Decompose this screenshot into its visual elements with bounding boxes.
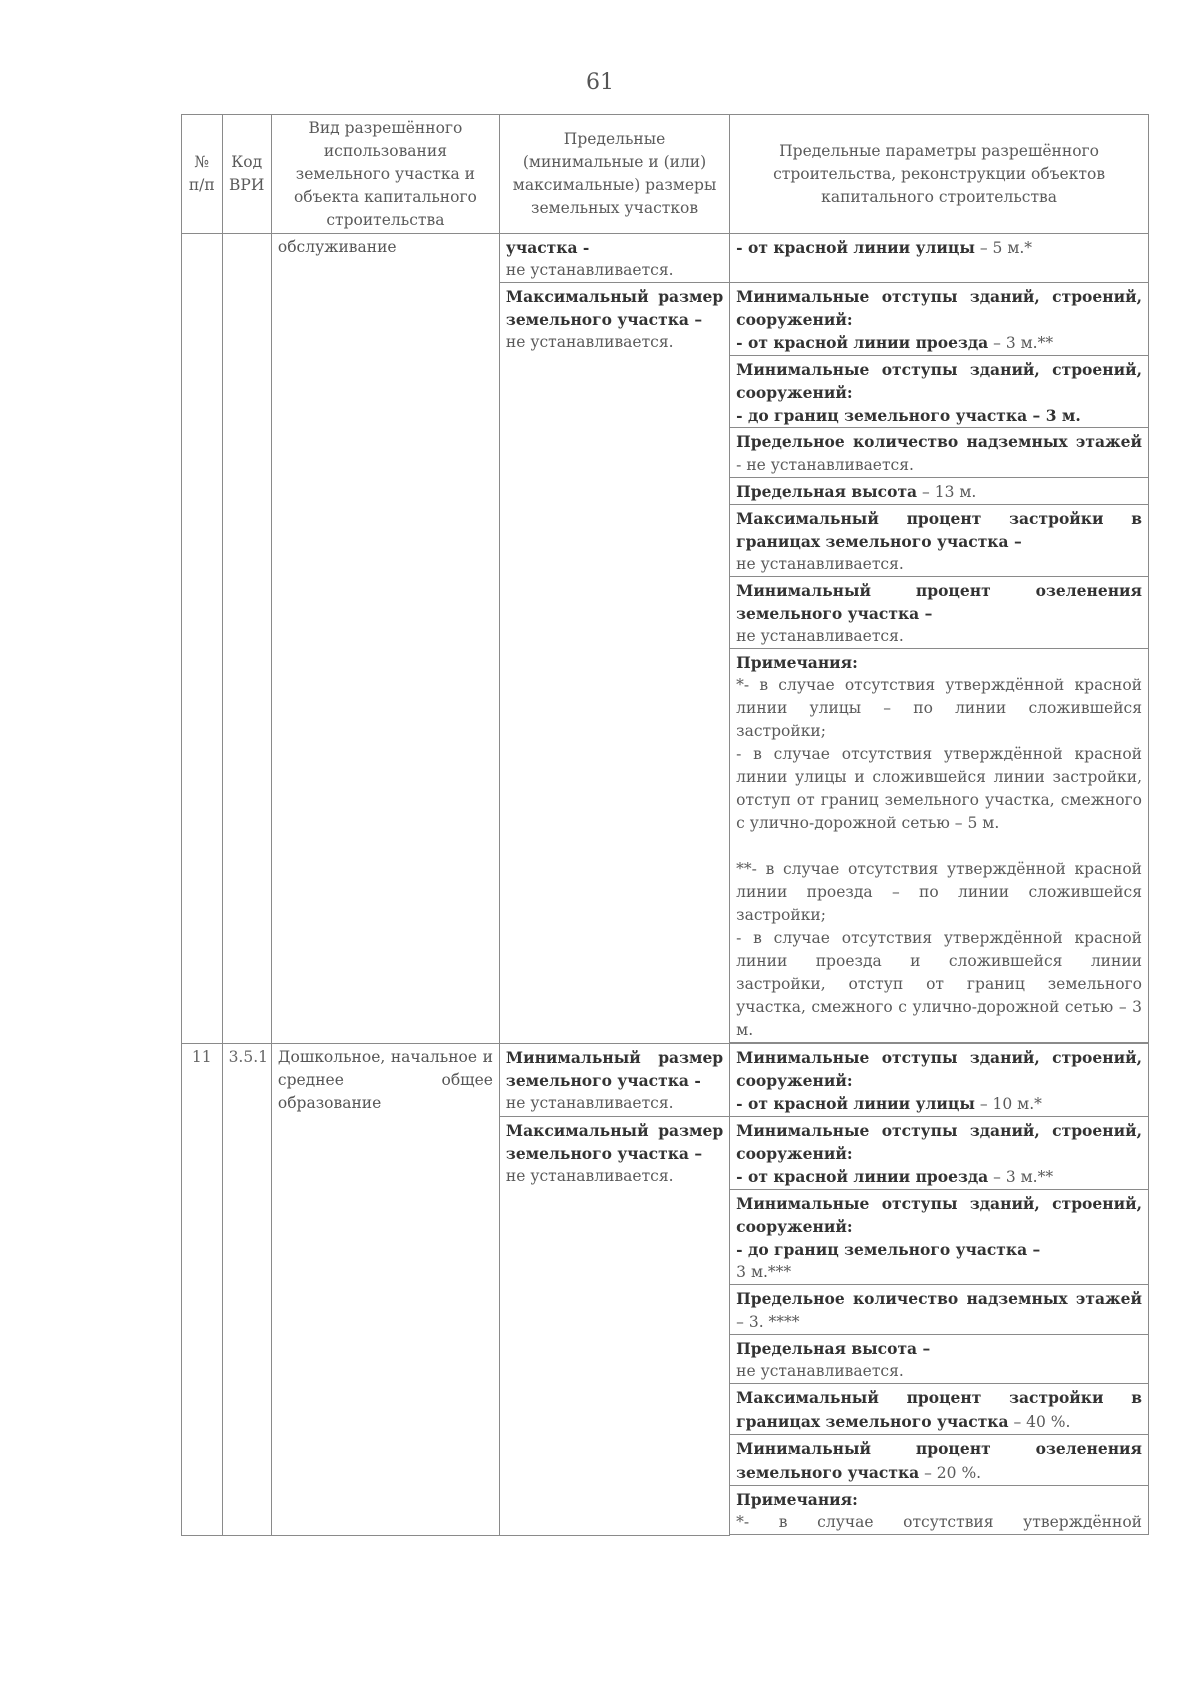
- table-row: [182, 1044, 1149, 1117]
- header-size: Предельные (минимальные и (или) максимальные) размеры земельных участков: [499, 115, 729, 234]
- param-value: – 13 м.: [917, 483, 977, 501]
- cell-num: 11: [182, 1044, 223, 1536]
- param-value: – 5 м.*: [974, 239, 1033, 257]
- cell-use: обслуживание: [271, 234, 499, 1044]
- param-label: Минимальные отступы зданий, строений, сооружений:: [736, 287, 1142, 329]
- page-number: 61: [586, 70, 614, 95]
- cell-notes: [730, 1486, 1149, 1535]
- param-label: Минимальные отступы зданий, строений, сооружений:: [736, 1121, 1142, 1163]
- param-label: Минимальный процент озеленения земельного участка: [736, 1439, 1142, 1482]
- notes-title: Примечания:: [736, 1490, 858, 1509]
- param-value: – 20 %.: [919, 1464, 982, 1482]
- header-params: Предельные параметры разрешённого строительства, реконструкции объектов капитального строительства: [730, 115, 1149, 234]
- header-use: Вид разрешённого использования земельного участка и объекта капитального строительства: [271, 115, 499, 234]
- header-num: № п/п: [182, 115, 223, 234]
- param-value: не устанавливается.: [736, 1362, 904, 1380]
- param-line: - от красной линии проезда: [736, 333, 989, 352]
- param-value: – 3. ****: [736, 1313, 800, 1331]
- table-row: [182, 234, 1149, 283]
- param-label: Минимальные отступы зданий, строений, сооружений:: [736, 1194, 1142, 1236]
- cell-param: [730, 505, 1149, 577]
- cell-param: [730, 1117, 1149, 1190]
- cell-max-size: [499, 1117, 729, 1536]
- cell-param: [730, 1044, 1149, 1117]
- max-size-label: Максимальный размер земельного участка –: [505, 1121, 724, 1163]
- note: **- в случае отсутствия утверждённой красной линии проезда – по линии сложившейся застройки;: [736, 860, 1142, 924]
- min-size-label: участка -: [505, 238, 590, 257]
- cell-param: [730, 1335, 1149, 1384]
- cell-param: [730, 428, 1149, 478]
- note: - в случае отсутствия утверждённой красной линии улицы и сложившейся линии застройки, отступ от границ земельного участка, смежного с улично-дорожной сетью – 5 м.: [736, 745, 1142, 832]
- cell-param: [730, 577, 1149, 649]
- notes-title: Примечания:: [736, 653, 858, 672]
- param-value: - не устанавливается.: [736, 456, 914, 474]
- cell-code: 3.5.1: [222, 1044, 271, 1536]
- use-text: Дошкольное, начальное и среднее общее образование: [277, 1048, 493, 1112]
- note: *- в случае отсутствия утверждённой красной линии улицы – по линии сложившейся застройки;: [736, 676, 1142, 740]
- param-value: 3 м.***: [736, 1263, 792, 1281]
- min-size-label: Минимальный размер земельного участка -: [505, 1048, 724, 1090]
- regulations-table: [181, 114, 1149, 1536]
- param-label: - от красной линии улицы: [736, 238, 975, 257]
- table-header-row: [182, 115, 1149, 234]
- cell-notes: [730, 649, 1149, 1043]
- param-label: Минимальные отступы зданий, строений, сооружений:: [736, 360, 1142, 402]
- cell-num: [182, 234, 223, 1044]
- cell-param: [730, 234, 1149, 283]
- cell-param: [730, 478, 1149, 505]
- param-label: Минимальный процент озеленения земельного участка –: [736, 581, 1142, 623]
- param-label: Предельная высота –: [736, 1339, 931, 1358]
- header-code: Код ВРИ: [222, 115, 271, 234]
- cell-use: [271, 1044, 499, 1536]
- param-line: - до границ земельного участка –: [736, 1240, 1041, 1259]
- param-value: – 10 м.*: [974, 1095, 1042, 1113]
- param-line: - от красной линии проезда: [736, 1167, 989, 1186]
- cell-min-size: [499, 1044, 729, 1117]
- max-size-value: не устанавливается.: [505, 1167, 674, 1185]
- param-value: – 3 м.**: [988, 334, 1054, 352]
- cell-min-size: [499, 234, 729, 283]
- cell-param: [730, 1285, 1149, 1335]
- min-size-value: не устанавливается.: [505, 1094, 674, 1112]
- note: *- в случае отсутствия утверждённой: [736, 1513, 1142, 1531]
- cell-param: [730, 283, 1149, 356]
- param-value: – 3 м.**: [988, 1168, 1054, 1186]
- param-value: не устанавливается.: [736, 555, 904, 573]
- cell-param: [730, 1435, 1149, 1486]
- cell-param: [730, 1190, 1149, 1285]
- cell-param: [730, 1384, 1149, 1435]
- param-value: – 40 %.: [1008, 1413, 1071, 1431]
- param-line: - от красной линии улицы: [736, 1094, 975, 1113]
- note: - в случае отсутствия утверждённой красной линии проезда и сложившейся линии застройки, отступ от границ земельного участка, смежного с улично-дорожной сетью – 3 м.: [736, 929, 1142, 1039]
- max-size-value: не устанавливается.: [505, 333, 674, 351]
- max-size-label: Максимальный размер земельного участка –: [505, 287, 724, 329]
- cell-code: [222, 234, 271, 1044]
- min-size-value: не устанавливается.: [505, 261, 674, 279]
- param-value: - до границ земельного участка – 3 м.: [736, 406, 1081, 425]
- cell-param: [730, 356, 1149, 428]
- cell-max-size: [499, 283, 729, 1044]
- param-label: Максимальный процент застройки в границах земельного участка –: [736, 509, 1142, 551]
- param-label: Максимальный процент застройки в границах земельного участка: [736, 1388, 1142, 1431]
- param-label: Предельное количество надземных этажей: [736, 432, 1142, 451]
- param-label: Предельное количество надземных этажей: [736, 1289, 1142, 1308]
- param-label: Минимальные отступы зданий, строений, сооружений:: [736, 1048, 1142, 1090]
- param-value: не устанавливается.: [736, 627, 904, 645]
- param-label: Предельная высота: [736, 482, 918, 501]
